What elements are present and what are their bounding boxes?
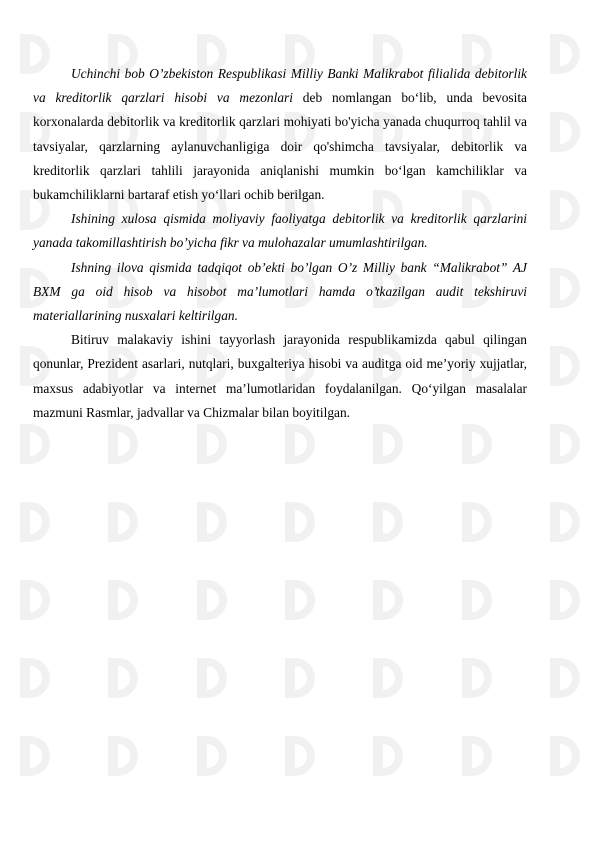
- paragraph-chapter-three: [33, 62, 527, 207]
- watermark-row: [20, 580, 580, 620]
- paragraph-conclusion: Ishining xulosa qismida moliyaviy faoliyatga debitorlik va kreditorlik qarzlarini yanada takomillashtirish bo’yicha fikr va mulohazalar umumlashtirilgan.: [33, 211, 527, 251]
- watermark-row: [20, 502, 580, 542]
- chapter-three-description: deb nomlangan bo‘lib, unda bevosita korxonalarda debitorlik va kreditorlik qarzlari mohiyati bo'yicha yanada chuqurroq tahlil va tavsiyalar, qarzlarning aylanuvchanligiga doir qo'shimcha tavsiyalar, debitorlik va kreditorlik qarzlari tahlili jarayonida aniqlanishi mumkin bo‘lgan kamchiliklar va bukamchiliklarni bartaraf etish yo‘llari ochib berilgan.: [33, 90, 527, 203]
- watermark-row: [20, 658, 580, 698]
- chapter-three-title: Uchinchi bob O’zbekiston Respublikasi Milliy Banki Malikrabot filialida debitorlik va kreditorlik qarzlari hisobi va mezonlari: [33, 66, 527, 106]
- watermark-row: [20, 736, 580, 776]
- paragraph-appendix: Ishning ilova qismida tadqiqot ob’ekti bo’lgan O’z Milliy bank “Malikrabot” AJ BXM ga oid hisob va hisobot ma’lumotlari hamda o’tkazilgan audit tekshiruvi materiallarining nusxalari keltirilgan.: [33, 259, 527, 324]
- watermark-row: [20, 424, 580, 464]
- paragraph-sources: Bitiruv malakaviy ishini tayyorlash jarayonida respublikamizda qabul qilingan qonunlar, Prezident asarlari, nutqlari, buxgalteriya hisobi va auditga oid me’yoriy xujjatlar, maxsus adabiyotlar va internet ma’lumotlaridan foydalanilgan. Qo‘yilgan masalalar mazmuni Rasmlar, jadvallar va Chizmalar bilan boyitilgan.: [33, 332, 527, 420]
- document-page: [33, 62, 527, 425]
